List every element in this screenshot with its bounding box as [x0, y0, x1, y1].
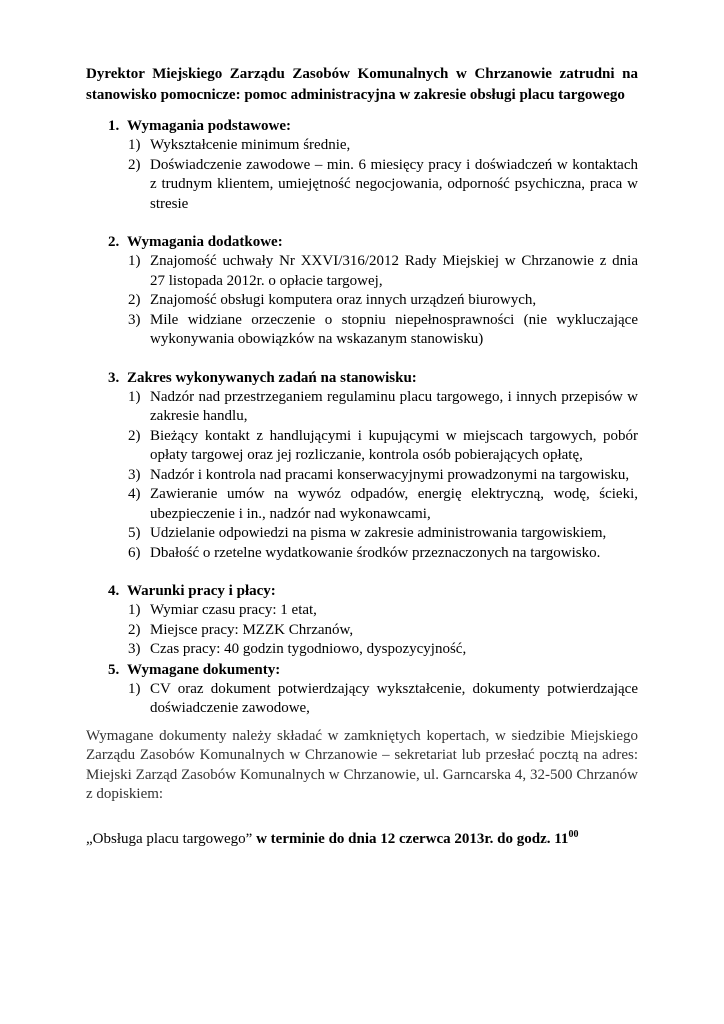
list-item — [86, 427, 638, 466]
item-number: 2) — [128, 621, 141, 638]
envelope-label: „Obsługa placu targowego” — [86, 830, 253, 847]
item-text: CV oraz dokument potwierdzający wykształcenie, dokumenty potwierdzające doświadczenie zawodowe, — [150, 680, 638, 716]
item-text: Wymiar czasu pracy: 1 etat, — [150, 602, 317, 618]
item-number: 2) — [128, 292, 141, 308]
section-title — [86, 116, 638, 136]
list-item — [86, 485, 638, 524]
item-text: Bieżący kontakt z handlującymi i kupującymi w miejscach targowych, pobór opłaty targowej oraz jej rozliczanie, kontrola osób pobierających opłatę, — [150, 427, 638, 463]
section-duties — [86, 368, 638, 564]
item-number: 1) — [128, 253, 141, 269]
item-list — [86, 136, 638, 214]
instructions-line-3: Miejski Zarząd Zasobów Komunalnych w Chrzanowie, ul. Garncarska 4, 32-500 Chrzanów — [86, 766, 638, 783]
item-list — [86, 252, 638, 350]
item-number: 2) — [128, 156, 141, 173]
section-title-text: Zakres wykonywanych zadań na stanowisku: — [127, 369, 417, 386]
section-title-text: Wymagane dokumenty: — [127, 661, 281, 678]
list-item — [86, 680, 638, 719]
deadline-text: w terminie do dnia 12 czerwca 2013r. do godz. 11 — [252, 830, 569, 847]
item-number: 1) — [128, 388, 141, 405]
section-title — [86, 368, 638, 388]
list-item — [86, 156, 638, 215]
list-item — [86, 136, 638, 156]
section-title — [86, 660, 638, 680]
list-item — [86, 601, 638, 621]
item-list — [86, 388, 638, 564]
heading-line-2: stanowisko pomocnicze: pomoc administracyjna w zakresie obsługi placu targowego — [86, 87, 625, 103]
list-item — [86, 524, 638, 544]
item-number: 3) — [128, 311, 141, 328]
list-item — [86, 252, 638, 291]
item-number: 1) — [128, 602, 141, 618]
envelope-annotation — [86, 825, 638, 849]
section-title — [86, 232, 638, 252]
section-number: 4. — [108, 583, 120, 599]
document-heading — [86, 64, 638, 106]
instructions-line-2: Zarządu Zasobów Komunalnych w Chrzanowie – sekretariat lub przesłać pocztą na adres: — [86, 747, 638, 763]
item-list — [86, 601, 638, 660]
document-page — [86, 64, 638, 849]
item-text: Udzielanie odpowiedzi na pisma w zakresie administrowania targowiskiem, — [150, 525, 607, 541]
section-number: 3. — [108, 369, 120, 386]
item-number: 3) — [128, 466, 141, 483]
item-number: 2) — [128, 427, 141, 444]
list-item — [86, 311, 638, 350]
item-text: Czas pracy: 40 godzin tygodniowo, dyspozycyjność, — [150, 641, 467, 657]
list-item — [86, 544, 638, 564]
item-text: Miejsce pracy: MZZK Chrzanów, — [150, 621, 354, 638]
list-item — [86, 388, 638, 427]
item-number: 3) — [128, 641, 141, 657]
section-title-text: Wymagania dodatkowe: — [127, 234, 283, 250]
section-number: 1. — [108, 118, 120, 134]
section-work-conditions — [86, 581, 638, 660]
item-text: Zawieranie umów na wywóz odpadów, energię elektryczną, wodę, ścieki, ubezpieczenie i in., nadzór nad wykonawcami, — [150, 486, 638, 522]
section-title-text: Warunki pracy i płacy: — [127, 583, 276, 599]
section-number: 5. — [108, 661, 120, 678]
deadline-minutes: 00 — [568, 828, 579, 840]
item-list — [86, 680, 638, 719]
item-text: Mile widziane orzeczenie o stopniu niepełnosprawności (nie wykluczające wykonywania obowiązków na wskazanym stanowisku) — [150, 311, 638, 347]
section-title — [86, 581, 638, 601]
item-text: Nadzór i kontrola nad pracami konserwacyjnymi prowadzonymi na targowisku, — [150, 466, 630, 483]
section-additional-requirements — [86, 232, 638, 350]
item-text: Nadzór nad przestrzeganiem regulaminu placu targowego, i innych przepisów w zakresie handlu, — [150, 388, 638, 424]
item-text: Dbałość o rzetelne wydatkowanie środków przeznaczonych na targowisko. — [150, 544, 601, 561]
instructions-line-4: z dopiskiem: — [86, 786, 164, 802]
list-item — [86, 466, 638, 486]
item-number: 1) — [128, 137, 141, 153]
section-basic-requirements — [86, 116, 638, 214]
section-title-text: Wymagania podstawowe: — [127, 118, 292, 134]
item-number: 6) — [128, 544, 141, 561]
item-number: 1) — [128, 680, 141, 697]
item-text: Doświadczenie zawodowe – min. 6 miesięcy pracy i doświadczeń w kontaktach z trudnym klientem, umiejętność negocjowania, odporność psychiczna, praca w stresie — [150, 156, 638, 212]
heading-line-1: Dyrektor Miejskiego Zarządu Zasobów Komunalnych w Chrzanowie zatrudni na — [86, 66, 638, 82]
submission-instructions — [86, 727, 638, 805]
item-text: Znajomość uchwały Nr XXVI/316/2012 Rady Miejskiej w Chrzanowie z dnia 27 listopada 2012r. o opłacie targowej, — [150, 253, 638, 289]
item-text: Wykształcenie minimum średnie, — [150, 137, 351, 153]
item-number: 5) — [128, 525, 141, 541]
list-item — [86, 621, 638, 641]
item-number: 4) — [128, 486, 141, 502]
section-required-documents — [86, 660, 638, 719]
instructions-line-1: Wymagane dokumenty należy składać w zamkniętych kopertach, w siedzibie Miejskiego — [86, 727, 638, 744]
item-text: Znajomość obsługi komputera oraz innych urządzeń biurowych, — [150, 292, 537, 308]
list-item — [86, 291, 638, 311]
section-number: 2. — [108, 234, 120, 250]
list-item — [86, 640, 638, 660]
